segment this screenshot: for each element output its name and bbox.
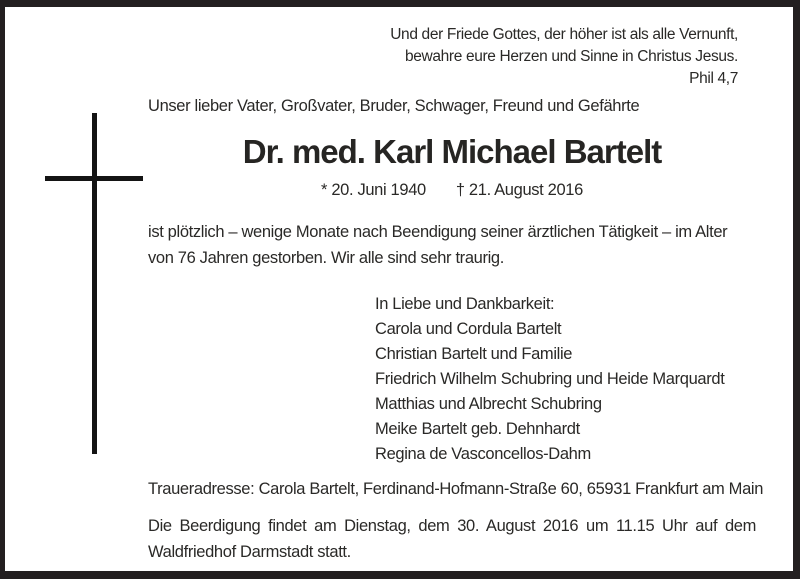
bible-quote: [390, 24, 738, 90]
bible-quote-source: Phil 4,7: [689, 70, 738, 87]
mourner-name: Matthias und Albrecht Schubring: [375, 395, 602, 413]
cross-vertical-bar: [92, 113, 97, 454]
mourning-address: Traueradresse: Carola Bartelt, Ferdinand-Hofmann-Straße 60, 65931 Frankfurt am Main: [148, 480, 764, 498]
death-notice-text: [148, 219, 756, 271]
birth-date: * 20. Juni 1940: [321, 181, 426, 199]
life-dates: [148, 181, 756, 200]
deceased-name: Dr. med. Karl Michael Bartelt: [242, 133, 662, 170]
funeral-details-line: Die Beerdigung findet am Dienstag, dem 30. August 2016 um 11.15 Uhr auf dem: [148, 517, 756, 535]
mourner-name: Christian Bartelt und Familie: [375, 345, 573, 363]
funeral-details-line: Waldfriedhof Darmstadt statt.: [148, 543, 351, 561]
mourners-list: [375, 292, 724, 467]
funeral-details: [148, 513, 756, 565]
death-notice-line: ist plötzlich – wenige Monate nach Beendigung seiner ärztlichen Tätigkeit – im Alter: [148, 223, 728, 241]
mourner-name: Regina de Vasconcellos-Dahm: [375, 445, 591, 463]
death-date: † 21. August 2016: [455, 181, 583, 199]
mourner-name: Meike Bartelt geb. Dehnhardt: [375, 420, 580, 438]
bible-quote-line: bewahre eure Herzen und Sinne in Christus Jesus.: [404, 48, 738, 65]
mourners-intro: In Liebe und Dankbarkeit:: [375, 295, 555, 313]
salutation-line: Unser lieber Vater, Großvater, Bruder, Schwager, Freund und Gefährte: [148, 97, 640, 115]
mourner-name: Carola und Cordula Bartelt: [375, 320, 562, 338]
cross-horizontal-bar: [45, 176, 143, 181]
mourner-name: Friedrich Wilhelm Schubring und Heide Marquardt: [375, 370, 725, 388]
death-notice-line: von 76 Jahren gestorben. Wir alle sind sehr traurig.: [148, 249, 504, 267]
bible-quote-line: Und der Friede Gottes, der höher ist als alle Vernunft,: [390, 26, 738, 43]
